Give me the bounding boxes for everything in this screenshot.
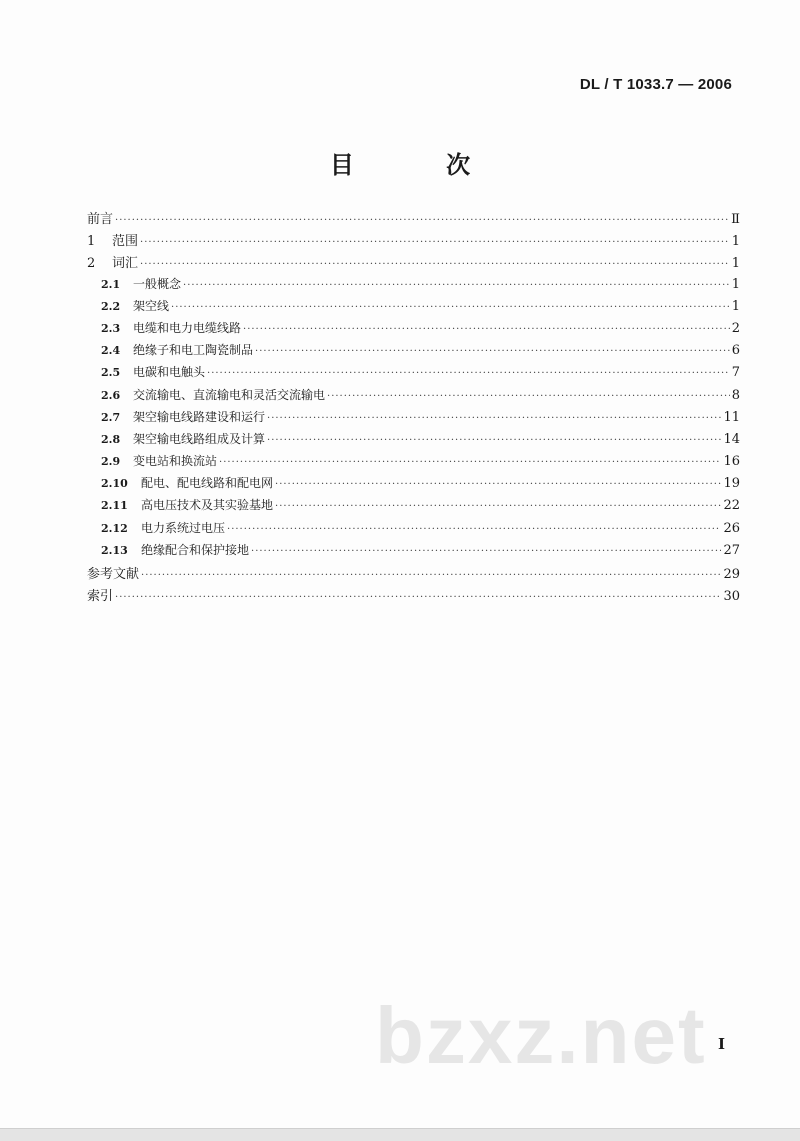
- toc-leader-dots: [327, 391, 730, 402]
- toc-leader-dots: [267, 435, 721, 446]
- toc-entry-number: 2.9: [101, 455, 121, 469]
- toc-leader-dots: [140, 259, 730, 270]
- toc-entry: [87, 519, 740, 541]
- toc-entry-page: 1: [731, 256, 740, 272]
- toc-entry: [87, 408, 740, 430]
- toc-entry-number: 2.1: [101, 277, 121, 291]
- toc-entry: [87, 452, 740, 474]
- table-of-contents: [87, 208, 740, 607]
- toc-entry-title: 架空输电线路组成及计算: [133, 431, 266, 446]
- toc-entry-number: 2.13: [101, 543, 128, 557]
- toc-entry-page: 27: [723, 542, 740, 558]
- toc-leader-dots: [171, 302, 730, 313]
- toc-entry-title: 电碳和电触头: [133, 365, 206, 380]
- page-number: I: [718, 1035, 726, 1053]
- toc-leader-dots: [243, 324, 730, 335]
- toc-entry-title: 交流输电、直流输电和灵活交流输电: [133, 387, 326, 402]
- toc-entry-page: 14: [723, 431, 740, 447]
- toc-leader-dots: [255, 346, 730, 357]
- toc-entry-title: 高电压技术及其实验基地: [141, 498, 274, 513]
- toc-leader-dots: [275, 501, 721, 512]
- toc-entry-page: 6: [731, 343, 740, 359]
- toc-entry: [87, 252, 740, 274]
- toc-entry-title: 绝缘子和电工陶瓷制品: [133, 343, 254, 358]
- toc-entry-number: 2: [87, 256, 96, 272]
- toc-entry-title: 架空输电线路建设和运行: [133, 409, 266, 424]
- toc-entry: [87, 363, 740, 385]
- toc-entry: [87, 430, 740, 452]
- toc-entry-page: 19: [723, 476, 740, 492]
- watermark: bzxz.net: [375, 991, 707, 1080]
- toc-entry: [87, 386, 740, 408]
- toc-leader-dots: [115, 215, 729, 226]
- toc-entry: [87, 319, 740, 341]
- toc-leader-dots: [141, 570, 721, 581]
- toc-entry-page: 1: [731, 298, 740, 314]
- toc-entry-title: 绝缘配合和保护接地: [141, 542, 250, 557]
- toc-entry-title: 架空线: [133, 298, 170, 313]
- toc-leader-dots: [183, 280, 730, 291]
- toc-entry-page: Ⅱ: [731, 212, 740, 227]
- toc-entry-page: 8: [731, 387, 740, 403]
- toc-entry: [87, 474, 740, 496]
- toc-leader-dots: [251, 546, 721, 557]
- toc-leader-dots: [227, 524, 721, 535]
- page-title: 目 次: [329, 150, 513, 179]
- toc-entry-title: 变电站和换流站: [133, 454, 218, 469]
- toc-entry-page: 1: [731, 234, 740, 250]
- toc-leader-dots: [219, 457, 721, 468]
- toc-leader-dots: [115, 592, 721, 603]
- toc-entry: [87, 208, 740, 230]
- toc-entry: [87, 585, 740, 607]
- toc-entry-title: 配电、配电线路和配电网: [141, 476, 274, 491]
- toc-entry: [87, 341, 740, 363]
- toc-entry-page: 2: [731, 320, 740, 336]
- toc-entry-number: 2.2: [101, 299, 121, 313]
- toc-entry-title: 索引: [87, 589, 114, 605]
- toc-entry-page: 7: [731, 365, 740, 381]
- toc-entry-page: 1: [731, 276, 740, 292]
- toc-entry-title: 电缆和电力电缆线路: [133, 320, 242, 335]
- toc-entry-page: 22: [723, 498, 740, 514]
- toc-entry: [87, 230, 740, 252]
- toc-entry-page: 16: [723, 454, 740, 470]
- toc-entry-number: 2.8: [101, 432, 121, 446]
- toc-entry-title: 范围: [112, 234, 139, 250]
- toc-entry-number: 2.7: [101, 410, 121, 424]
- toc-leader-dots: [267, 413, 721, 424]
- standard-code: DL / T 1033.7 — 2006: [579, 76, 732, 93]
- toc-entry-page: 30: [723, 589, 740, 605]
- toc-leader-dots: [207, 368, 730, 379]
- toc-entry-number: 2.11: [101, 499, 128, 513]
- toc-entry: [87, 496, 740, 518]
- toc-leader-dots: [275, 479, 721, 490]
- toc-entry-number: 2.10: [101, 477, 128, 491]
- toc-entry-number: 2.6: [101, 388, 121, 402]
- toc-entry-title: 一般概念: [133, 276, 182, 291]
- toc-entry-title: 词汇: [112, 256, 139, 272]
- toc-entry-page: 26: [723, 520, 740, 536]
- toc-entry-number: 1: [87, 234, 96, 250]
- toc-entry-title: 参考文献: [87, 567, 140, 582]
- toc-entry-number: 2.5: [101, 366, 121, 380]
- toc-entry-title: 前言: [87, 212, 114, 227]
- toc-entry: [87, 275, 740, 297]
- toc-entry-page: 29: [723, 567, 740, 582]
- toc-entry: [87, 541, 740, 563]
- toc-entry-title: 电力系统过电压: [141, 520, 226, 535]
- scan-edge: [0, 1128, 800, 1141]
- toc-entry-number: 2.12: [101, 521, 128, 535]
- toc-entry: [87, 297, 740, 319]
- toc-entry: [87, 563, 740, 585]
- toc-leader-dots: [140, 237, 730, 248]
- toc-entry-page: 11: [723, 409, 740, 425]
- toc-entry-number: 2.3: [101, 321, 121, 335]
- toc-entry-number: 2.4: [101, 344, 121, 358]
